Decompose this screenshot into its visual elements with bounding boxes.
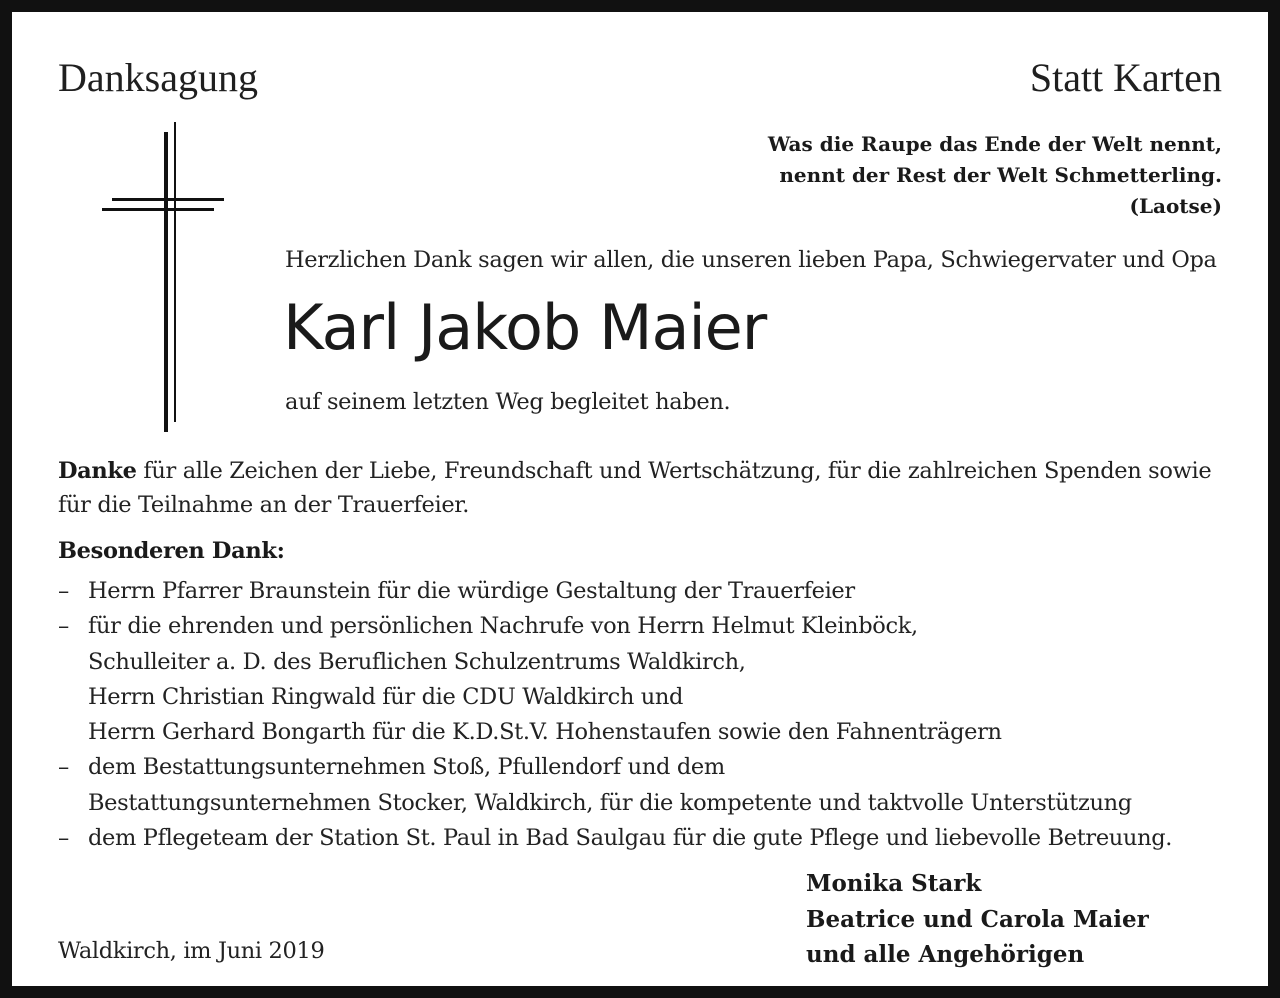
quote-line: Was die Raupe das Ende der Welt nennt,	[767, 132, 1222, 156]
cross-icon	[92, 122, 232, 432]
signatory: Monika Stark	[806, 870, 982, 897]
thanks-text: für die Teilnahme an der Trauerfeier.	[58, 492, 470, 518]
signatory: Beatrice und Carola Maier	[806, 905, 1149, 933]
list-item-continuation: Herrn Gerhard Bongarth für die K.D.St.V. Hohenstaufen sowie den Fahnenträgern	[88, 719, 1002, 746]
dash-icon: –	[58, 825, 69, 852]
list-item-continuation: Herrn Christian Ringwald für die CDU Waldkirch und	[88, 683, 684, 710]
heading-statt-karten: Statt Karten	[1029, 55, 1222, 100]
list-item: – Herrn Pfarrer Braunstein für die würdige Gestaltung der Trauerfeier	[58, 574, 1172, 609]
dash-icon: –	[58, 578, 69, 604]
thanks-paragraph	[58, 454, 1211, 522]
heading-danksagung: Danksagung	[58, 55, 258, 100]
quote-line: nennt der Rest der Welt Schmetterling.	[779, 163, 1222, 187]
dash-icon: –	[58, 613, 69, 640]
quote-author: (Laotse)	[1129, 194, 1222, 218]
place-date: Waldkirch, im Juni 2019	[58, 938, 325, 964]
thanks-text: für alle Zeichen der Liebe, Freundschaft und Wertschätzung, für die zahlreichen Spenden sowie	[136, 458, 1212, 484]
quote-block	[768, 129, 1222, 222]
deceased-name: Karl Jakob Maier	[283, 291, 767, 364]
intro-text: Herzlichen Dank sagen wir allen, die unseren lieben Papa, Schwiegervater und Opa	[285, 247, 1217, 273]
list-item: – für die ehrenden und persönlichen Nachrufe von Herrn Helmut Kleinböck,	[58, 609, 1172, 644]
list-item: – dem Pflegeteam der Station St. Paul in Bad Saulgau für die gute Pflege und liebevolle Betreuung.	[58, 821, 1172, 856]
signatory: und alle Angehörigen	[806, 941, 1085, 968]
signatories	[806, 866, 1149, 973]
list-item: – dem Bestattungsunternehmen Stoß, Pfullendorf und dem	[58, 750, 1172, 785]
list-item-continuation: Schulleiter a. D. des Beruflichen Schulzentrums Waldkirch,	[88, 648, 746, 675]
dash-icon: –	[58, 754, 69, 781]
special-thanks-title: Besonderen Dank:	[58, 538, 285, 564]
thanks-lead: Danke	[58, 458, 137, 484]
special-thanks-list	[58, 574, 1172, 856]
list-item-continuation: Bestattungsunternehmen Stocker, Waldkirch, für die kompetente und taktvolle Unterstützung	[88, 789, 1132, 816]
intro-end-text: auf seinem letzten Weg begleitet haben.	[285, 389, 731, 415]
